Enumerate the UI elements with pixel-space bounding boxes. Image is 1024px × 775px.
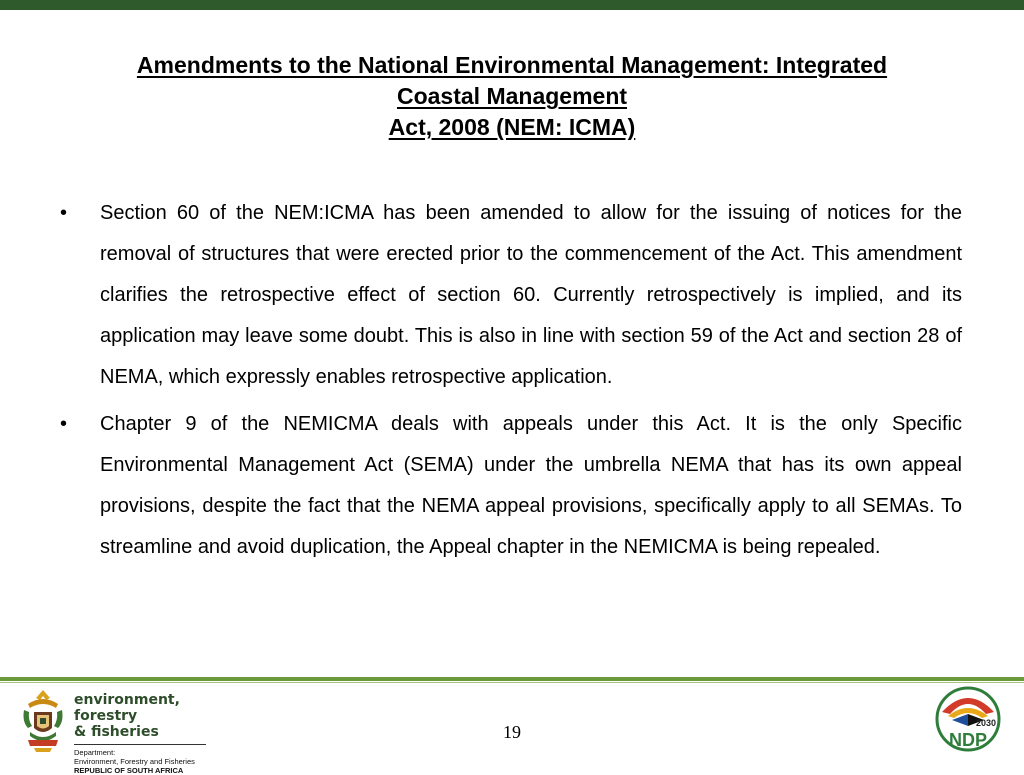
page-number: 19 (503, 722, 521, 742)
slide-title (60, 50, 964, 143)
title-line-2: Coastal Management (396, 83, 628, 109)
bullet-marker: • (60, 202, 68, 224)
country-name: REPUBLIC OF SOUTH AFRICA (74, 766, 184, 775)
department-logo (20, 688, 220, 775)
bullet-item (58, 404, 962, 568)
brand-divider (74, 744, 206, 745)
footer-rule-thin (0, 682, 1024, 683)
ndp-2030-logo-icon (934, 686, 1002, 752)
department-brand (74, 692, 220, 775)
brand-line-1: environment, forestry (74, 692, 180, 724)
ndp-year: 2030 (975, 718, 997, 728)
coat-of-arms-icon (20, 688, 66, 754)
title-line-3: Act, 2008 (NEM: ICMA) (388, 114, 636, 140)
bullet-marker: • (60, 413, 68, 435)
ndp-text: NDP (948, 730, 988, 750)
top-accent-bar (0, 0, 1024, 10)
bullet-text: Section 60 of the NEM:ICMA has been amended to allow for the issuing of notices for the removal of structures that were erected prior to the commencement of the Act. This amendment clarifies the retrospective effect of section 60. Currently retrospectively is implied, and its application may leave some doubt. This is also in line with section 59 of the Act and section 28 of NEMA, which expressly enables retrospective application. (100, 202, 962, 388)
title-line-1: Amendments to the National Environmental Management: Integrated (136, 52, 888, 78)
bullet-text: Chapter 9 of the NEMICMA deals with appeals under this Act. It is the only Specific Environmental Management Act (SEMA) under the umbrella NEMA that has its own appeal provisions, despite the fact that the NEMA appeal provisions, specifically apply to all SEMAs. To streamline and avoid duplication, the Appeal chapter in the NEMICMA is being repealed. (100, 413, 962, 558)
dept-name: Environment, Forestry and Fisheries (74, 757, 195, 766)
bullet-item (58, 193, 962, 398)
dept-label: Department: (74, 748, 116, 757)
bullet-list (58, 193, 962, 574)
brand-line-2: & fisheries (74, 724, 159, 740)
footer-rule (0, 677, 1024, 681)
